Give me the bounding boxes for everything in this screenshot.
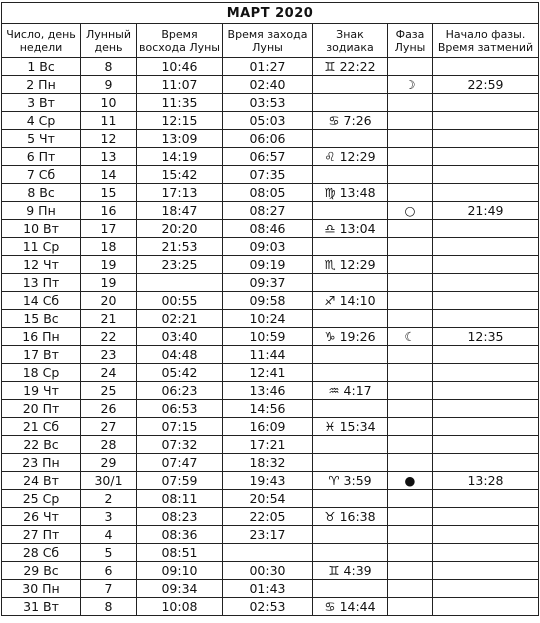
cell-phase xyxy=(388,436,433,454)
cell-day: 13 Пт xyxy=(2,274,81,292)
cell-phase-start xyxy=(433,436,539,454)
cell-day: 31 Вт xyxy=(2,598,81,616)
cell-day: 30 Пн xyxy=(2,580,81,598)
cell-zodiac: ♉ 16:38 xyxy=(313,508,388,526)
table-row xyxy=(2,292,539,310)
header-day: Число, день недели xyxy=(2,24,81,58)
table-row xyxy=(2,562,539,580)
cell-lunar-day: 18 xyxy=(81,238,137,256)
cell-phase xyxy=(388,580,433,598)
cell-phase xyxy=(388,544,433,562)
cell-lunar-day: 26 xyxy=(81,400,137,418)
cell-day: 17 Вт xyxy=(2,346,81,364)
cell-phase-start xyxy=(433,490,539,508)
cell-phase-start xyxy=(433,364,539,382)
cell-zodiac xyxy=(313,202,388,220)
table-row xyxy=(2,76,539,94)
cell-phase xyxy=(388,274,433,292)
cell-lunar-day: 11 xyxy=(81,112,137,130)
cell-zodiac xyxy=(313,526,388,544)
cell-lunar-day: 7 xyxy=(81,580,137,598)
cell-lunar-day: 6 xyxy=(81,562,137,580)
cell-day: 22 Вс xyxy=(2,436,81,454)
cell-moonset: 09:37 xyxy=(223,274,313,292)
cell-day: 7 Сб xyxy=(2,166,81,184)
cell-lunar-day: 25 xyxy=(81,382,137,400)
cell-moonset: 08:27 xyxy=(223,202,313,220)
cell-phase-start xyxy=(433,580,539,598)
cell-moonset: 20:54 xyxy=(223,490,313,508)
cell-zodiac xyxy=(313,346,388,364)
cell-moonset: 18:32 xyxy=(223,454,313,472)
cell-lunar-day: 21 xyxy=(81,310,137,328)
cell-lunar-day: 19 xyxy=(81,274,137,292)
cell-moonrise: 23:25 xyxy=(137,256,223,274)
table-row xyxy=(2,544,539,562)
table-row xyxy=(2,364,539,382)
cell-moonrise: 07:15 xyxy=(137,418,223,436)
cell-moonset: 06:57 xyxy=(223,148,313,166)
cell-phase: ○ xyxy=(388,202,433,220)
cell-phase-start xyxy=(433,148,539,166)
table-row xyxy=(2,256,539,274)
cell-phase xyxy=(388,220,433,238)
table-row xyxy=(2,184,539,202)
cell-phase-start xyxy=(433,346,539,364)
cell-zodiac xyxy=(313,238,388,256)
cell-lunar-day: 24 xyxy=(81,364,137,382)
cell-phase-start xyxy=(433,508,539,526)
cell-moonrise: 00:55 xyxy=(137,292,223,310)
cell-phase xyxy=(388,256,433,274)
cell-zodiac: ♋ 14:44 xyxy=(313,598,388,616)
cell-lunar-day: 27 xyxy=(81,418,137,436)
cell-moonset: 09:03 xyxy=(223,238,313,256)
cell-zodiac xyxy=(313,454,388,472)
cell-zodiac xyxy=(313,166,388,184)
table-row xyxy=(2,310,539,328)
cell-zodiac: ♊ 4:39 xyxy=(313,562,388,580)
lunar-calendar-table xyxy=(1,2,539,616)
cell-day: 19 Чт xyxy=(2,382,81,400)
cell-zodiac: ♈ 3:59 xyxy=(313,472,388,490)
cell-lunar-day: 13 xyxy=(81,148,137,166)
table-row xyxy=(2,436,539,454)
cell-day: 3 Вт xyxy=(2,94,81,112)
cell-zodiac: ♑ 19:26 xyxy=(313,328,388,346)
cell-moonrise: 15:42 xyxy=(137,166,223,184)
cell-lunar-day: 5 xyxy=(81,544,137,562)
cell-zodiac xyxy=(313,76,388,94)
cell-moonrise: 04:48 xyxy=(137,346,223,364)
cell-moonrise: 10:46 xyxy=(137,58,223,76)
cell-phase xyxy=(388,364,433,382)
cell-lunar-day: 28 xyxy=(81,436,137,454)
cell-moonrise: 08:11 xyxy=(137,490,223,508)
cell-zodiac xyxy=(313,436,388,454)
cell-lunar-day: 2 xyxy=(81,490,137,508)
cell-zodiac xyxy=(313,580,388,598)
cell-moonrise: 08:23 xyxy=(137,508,223,526)
cell-day: 21 Сб xyxy=(2,418,81,436)
cell-moonset: 02:40 xyxy=(223,76,313,94)
cell-day: 11 Ср xyxy=(2,238,81,256)
table-body xyxy=(2,58,539,616)
header-moonset: Время захода Луны xyxy=(223,24,313,58)
cell-phase xyxy=(388,166,433,184)
cell-lunar-day: 8 xyxy=(81,58,137,76)
cell-phase-start xyxy=(433,130,539,148)
cell-moonrise: 11:07 xyxy=(137,76,223,94)
cell-phase xyxy=(388,130,433,148)
cell-moonrise: 18:47 xyxy=(137,202,223,220)
cell-day: 12 Чт xyxy=(2,256,81,274)
cell-moonset: 10:24 xyxy=(223,310,313,328)
cell-moonset: 12:41 xyxy=(223,364,313,382)
cell-day: 16 Пн xyxy=(2,328,81,346)
cell-phase-start xyxy=(433,256,539,274)
cell-phase-start xyxy=(433,526,539,544)
cell-lunar-day: 3 xyxy=(81,508,137,526)
cell-day: 28 Сб xyxy=(2,544,81,562)
cell-moonset: 01:27 xyxy=(223,58,313,76)
cell-moonrise: 08:51 xyxy=(137,544,223,562)
cell-phase xyxy=(388,58,433,76)
cell-phase xyxy=(388,310,433,328)
cell-phase-start xyxy=(433,292,539,310)
cell-moonset: 09:58 xyxy=(223,292,313,310)
cell-moonrise: 21:53 xyxy=(137,238,223,256)
cell-moonset: 14:56 xyxy=(223,400,313,418)
cell-phase-start xyxy=(433,58,539,76)
cell-day: 29 Вс xyxy=(2,562,81,580)
table-row xyxy=(2,58,539,76)
cell-lunar-day: 4 xyxy=(81,526,137,544)
cell-moonrise: 11:35 xyxy=(137,94,223,112)
table-row xyxy=(2,94,539,112)
cell-phase-start xyxy=(433,454,539,472)
cell-phase xyxy=(388,346,433,364)
cell-moonrise xyxy=(137,274,223,292)
cell-zodiac: ♊ 22:22 xyxy=(313,58,388,76)
cell-lunar-day: 30/1 xyxy=(81,472,137,490)
cell-moonrise: 20:20 xyxy=(137,220,223,238)
cell-moonset: 01:43 xyxy=(223,580,313,598)
cell-moonset: 19:43 xyxy=(223,472,313,490)
cell-lunar-day: 29 xyxy=(81,454,137,472)
cell-moonrise: 06:23 xyxy=(137,382,223,400)
cell-phase-start xyxy=(433,220,539,238)
table-row xyxy=(2,400,539,418)
cell-zodiac xyxy=(313,130,388,148)
cell-day: 20 Пт xyxy=(2,400,81,418)
table-row xyxy=(2,526,539,544)
cell-day: 9 Пн xyxy=(2,202,81,220)
cell-zodiac xyxy=(313,310,388,328)
cell-lunar-day: 15 xyxy=(81,184,137,202)
cell-phase-start xyxy=(433,166,539,184)
header-zodiac: Знак зодиака xyxy=(313,24,388,58)
cell-phase xyxy=(388,112,433,130)
cell-phase xyxy=(388,454,433,472)
cell-lunar-day: 9 xyxy=(81,76,137,94)
cell-day: 4 Ср xyxy=(2,112,81,130)
cell-moonset: 03:53 xyxy=(223,94,313,112)
cell-moonrise: 02:21 xyxy=(137,310,223,328)
cell-phase-start xyxy=(433,382,539,400)
cell-lunar-day: 12 xyxy=(81,130,137,148)
cell-lunar-day: 16 xyxy=(81,202,137,220)
cell-zodiac xyxy=(313,490,388,508)
cell-lunar-day: 10 xyxy=(81,94,137,112)
cell-day: 10 Вт xyxy=(2,220,81,238)
cell-phase-start: 13:28 xyxy=(433,472,539,490)
cell-zodiac xyxy=(313,94,388,112)
cell-day: 8 Вс xyxy=(2,184,81,202)
cell-moonset xyxy=(223,544,313,562)
table-row xyxy=(2,202,539,220)
table-row xyxy=(2,454,539,472)
cell-moonset: 17:21 xyxy=(223,436,313,454)
cell-moonrise: 05:42 xyxy=(137,364,223,382)
table-row xyxy=(2,238,539,256)
cell-phase-start xyxy=(433,310,539,328)
cell-phase xyxy=(388,508,433,526)
header-moonrise: Время восхода Луны xyxy=(137,24,223,58)
cell-moonrise: 10:08 xyxy=(137,598,223,616)
cell-moonset: 13:46 xyxy=(223,382,313,400)
table-row xyxy=(2,274,539,292)
cell-moonset: 09:19 xyxy=(223,256,313,274)
table-row xyxy=(2,328,539,346)
cell-lunar-day: 20 xyxy=(81,292,137,310)
cell-phase: ☽ xyxy=(388,76,433,94)
cell-zodiac xyxy=(313,274,388,292)
cell-moonset: 10:59 xyxy=(223,328,313,346)
cell-phase xyxy=(388,238,433,256)
cell-moonset: 00:30 xyxy=(223,562,313,580)
cell-moonset: 22:05 xyxy=(223,508,313,526)
cell-moonset: 07:35 xyxy=(223,166,313,184)
cell-lunar-day: 17 xyxy=(81,220,137,238)
table-row xyxy=(2,472,539,490)
cell-zodiac: ♎ 13:04 xyxy=(313,220,388,238)
header-lunar-day: Лунный день xyxy=(81,24,137,58)
cell-moonrise: 03:40 xyxy=(137,328,223,346)
lunar-calendar-page xyxy=(1,2,538,616)
cell-lunar-day: 14 xyxy=(81,166,137,184)
cell-phase xyxy=(388,598,433,616)
cell-phase-start xyxy=(433,238,539,256)
cell-phase-start xyxy=(433,94,539,112)
cell-zodiac xyxy=(313,544,388,562)
table-row xyxy=(2,346,539,364)
table-row xyxy=(2,130,539,148)
cell-zodiac: ♒ 4:17 xyxy=(313,382,388,400)
cell-day: 25 Ср xyxy=(2,490,81,508)
cell-day: 23 Пн xyxy=(2,454,81,472)
cell-moonrise: 14:19 xyxy=(137,148,223,166)
cell-moonset: 11:44 xyxy=(223,346,313,364)
cell-day: 15 Вс xyxy=(2,310,81,328)
cell-phase-start xyxy=(433,112,539,130)
cell-day: 27 Пт xyxy=(2,526,81,544)
cell-day: 24 Вт xyxy=(2,472,81,490)
cell-day: 26 Чт xyxy=(2,508,81,526)
cell-day: 2 Пн xyxy=(2,76,81,94)
cell-day: 6 Пт xyxy=(2,148,81,166)
cell-moonset: 05:03 xyxy=(223,112,313,130)
cell-lunar-day: 22 xyxy=(81,328,137,346)
cell-phase-start xyxy=(433,544,539,562)
table-row xyxy=(2,220,539,238)
cell-phase xyxy=(388,490,433,508)
cell-zodiac: ♌ 12:29 xyxy=(313,148,388,166)
cell-moonrise: 12:15 xyxy=(137,112,223,130)
cell-phase-start xyxy=(433,274,539,292)
cell-zodiac: ♏ 12:29 xyxy=(313,256,388,274)
cell-moonrise: 07:59 xyxy=(137,472,223,490)
cell-phase-start: 21:49 xyxy=(433,202,539,220)
table-row xyxy=(2,508,539,526)
cell-phase xyxy=(388,94,433,112)
cell-zodiac: ♐ 14:10 xyxy=(313,292,388,310)
table-row xyxy=(2,166,539,184)
cell-zodiac xyxy=(313,364,388,382)
cell-moonset: 06:06 xyxy=(223,130,313,148)
cell-zodiac xyxy=(313,400,388,418)
cell-moonrise: 07:47 xyxy=(137,454,223,472)
cell-lunar-day: 23 xyxy=(81,346,137,364)
cell-zodiac: ♍ 13:48 xyxy=(313,184,388,202)
cell-phase-start xyxy=(433,562,539,580)
cell-moonrise: 09:10 xyxy=(137,562,223,580)
cell-lunar-day: 19 xyxy=(81,256,137,274)
cell-day: 5 Чт xyxy=(2,130,81,148)
cell-phase xyxy=(388,562,433,580)
cell-moonrise: 17:13 xyxy=(137,184,223,202)
cell-phase xyxy=(388,400,433,418)
header-phase: Фаза Луны xyxy=(388,24,433,58)
cell-moonset: 16:09 xyxy=(223,418,313,436)
cell-moonset: 08:46 xyxy=(223,220,313,238)
table-row xyxy=(2,382,539,400)
cell-phase xyxy=(388,382,433,400)
header-phase-start: Начало фазы. Время затмений xyxy=(433,24,539,58)
cell-moonrise: 13:09 xyxy=(137,130,223,148)
table-row xyxy=(2,490,539,508)
cell-moonrise: 07:32 xyxy=(137,436,223,454)
cell-day: 18 Ср xyxy=(2,364,81,382)
cell-phase xyxy=(388,526,433,544)
table-title: МАРТ 2020 xyxy=(2,3,539,24)
cell-day: 1 Вс xyxy=(2,58,81,76)
cell-zodiac: ♋ 7:26 xyxy=(313,112,388,130)
cell-moonrise: 06:53 xyxy=(137,400,223,418)
table-row xyxy=(2,580,539,598)
cell-phase-start xyxy=(433,184,539,202)
cell-phase-start: 12:35 xyxy=(433,328,539,346)
cell-phase: ● xyxy=(388,472,433,490)
cell-phase xyxy=(388,292,433,310)
cell-zodiac: ♓ 15:34 xyxy=(313,418,388,436)
cell-phase-start: 22:59 xyxy=(433,76,539,94)
table-row xyxy=(2,148,539,166)
cell-moonrise: 09:34 xyxy=(137,580,223,598)
cell-phase-start xyxy=(433,598,539,616)
cell-day: 14 Сб xyxy=(2,292,81,310)
cell-moonset: 08:05 xyxy=(223,184,313,202)
cell-phase xyxy=(388,418,433,436)
cell-moonset: 02:53 xyxy=(223,598,313,616)
cell-phase-start xyxy=(433,400,539,418)
table-row xyxy=(2,112,539,130)
cell-moonrise: 08:36 xyxy=(137,526,223,544)
cell-phase xyxy=(388,184,433,202)
cell-lunar-day: 8 xyxy=(81,598,137,616)
table-row xyxy=(2,418,539,436)
cell-phase-start xyxy=(433,418,539,436)
table-row xyxy=(2,598,539,616)
cell-phase: ☾ xyxy=(388,328,433,346)
cell-phase xyxy=(388,148,433,166)
cell-moonset: 23:17 xyxy=(223,526,313,544)
